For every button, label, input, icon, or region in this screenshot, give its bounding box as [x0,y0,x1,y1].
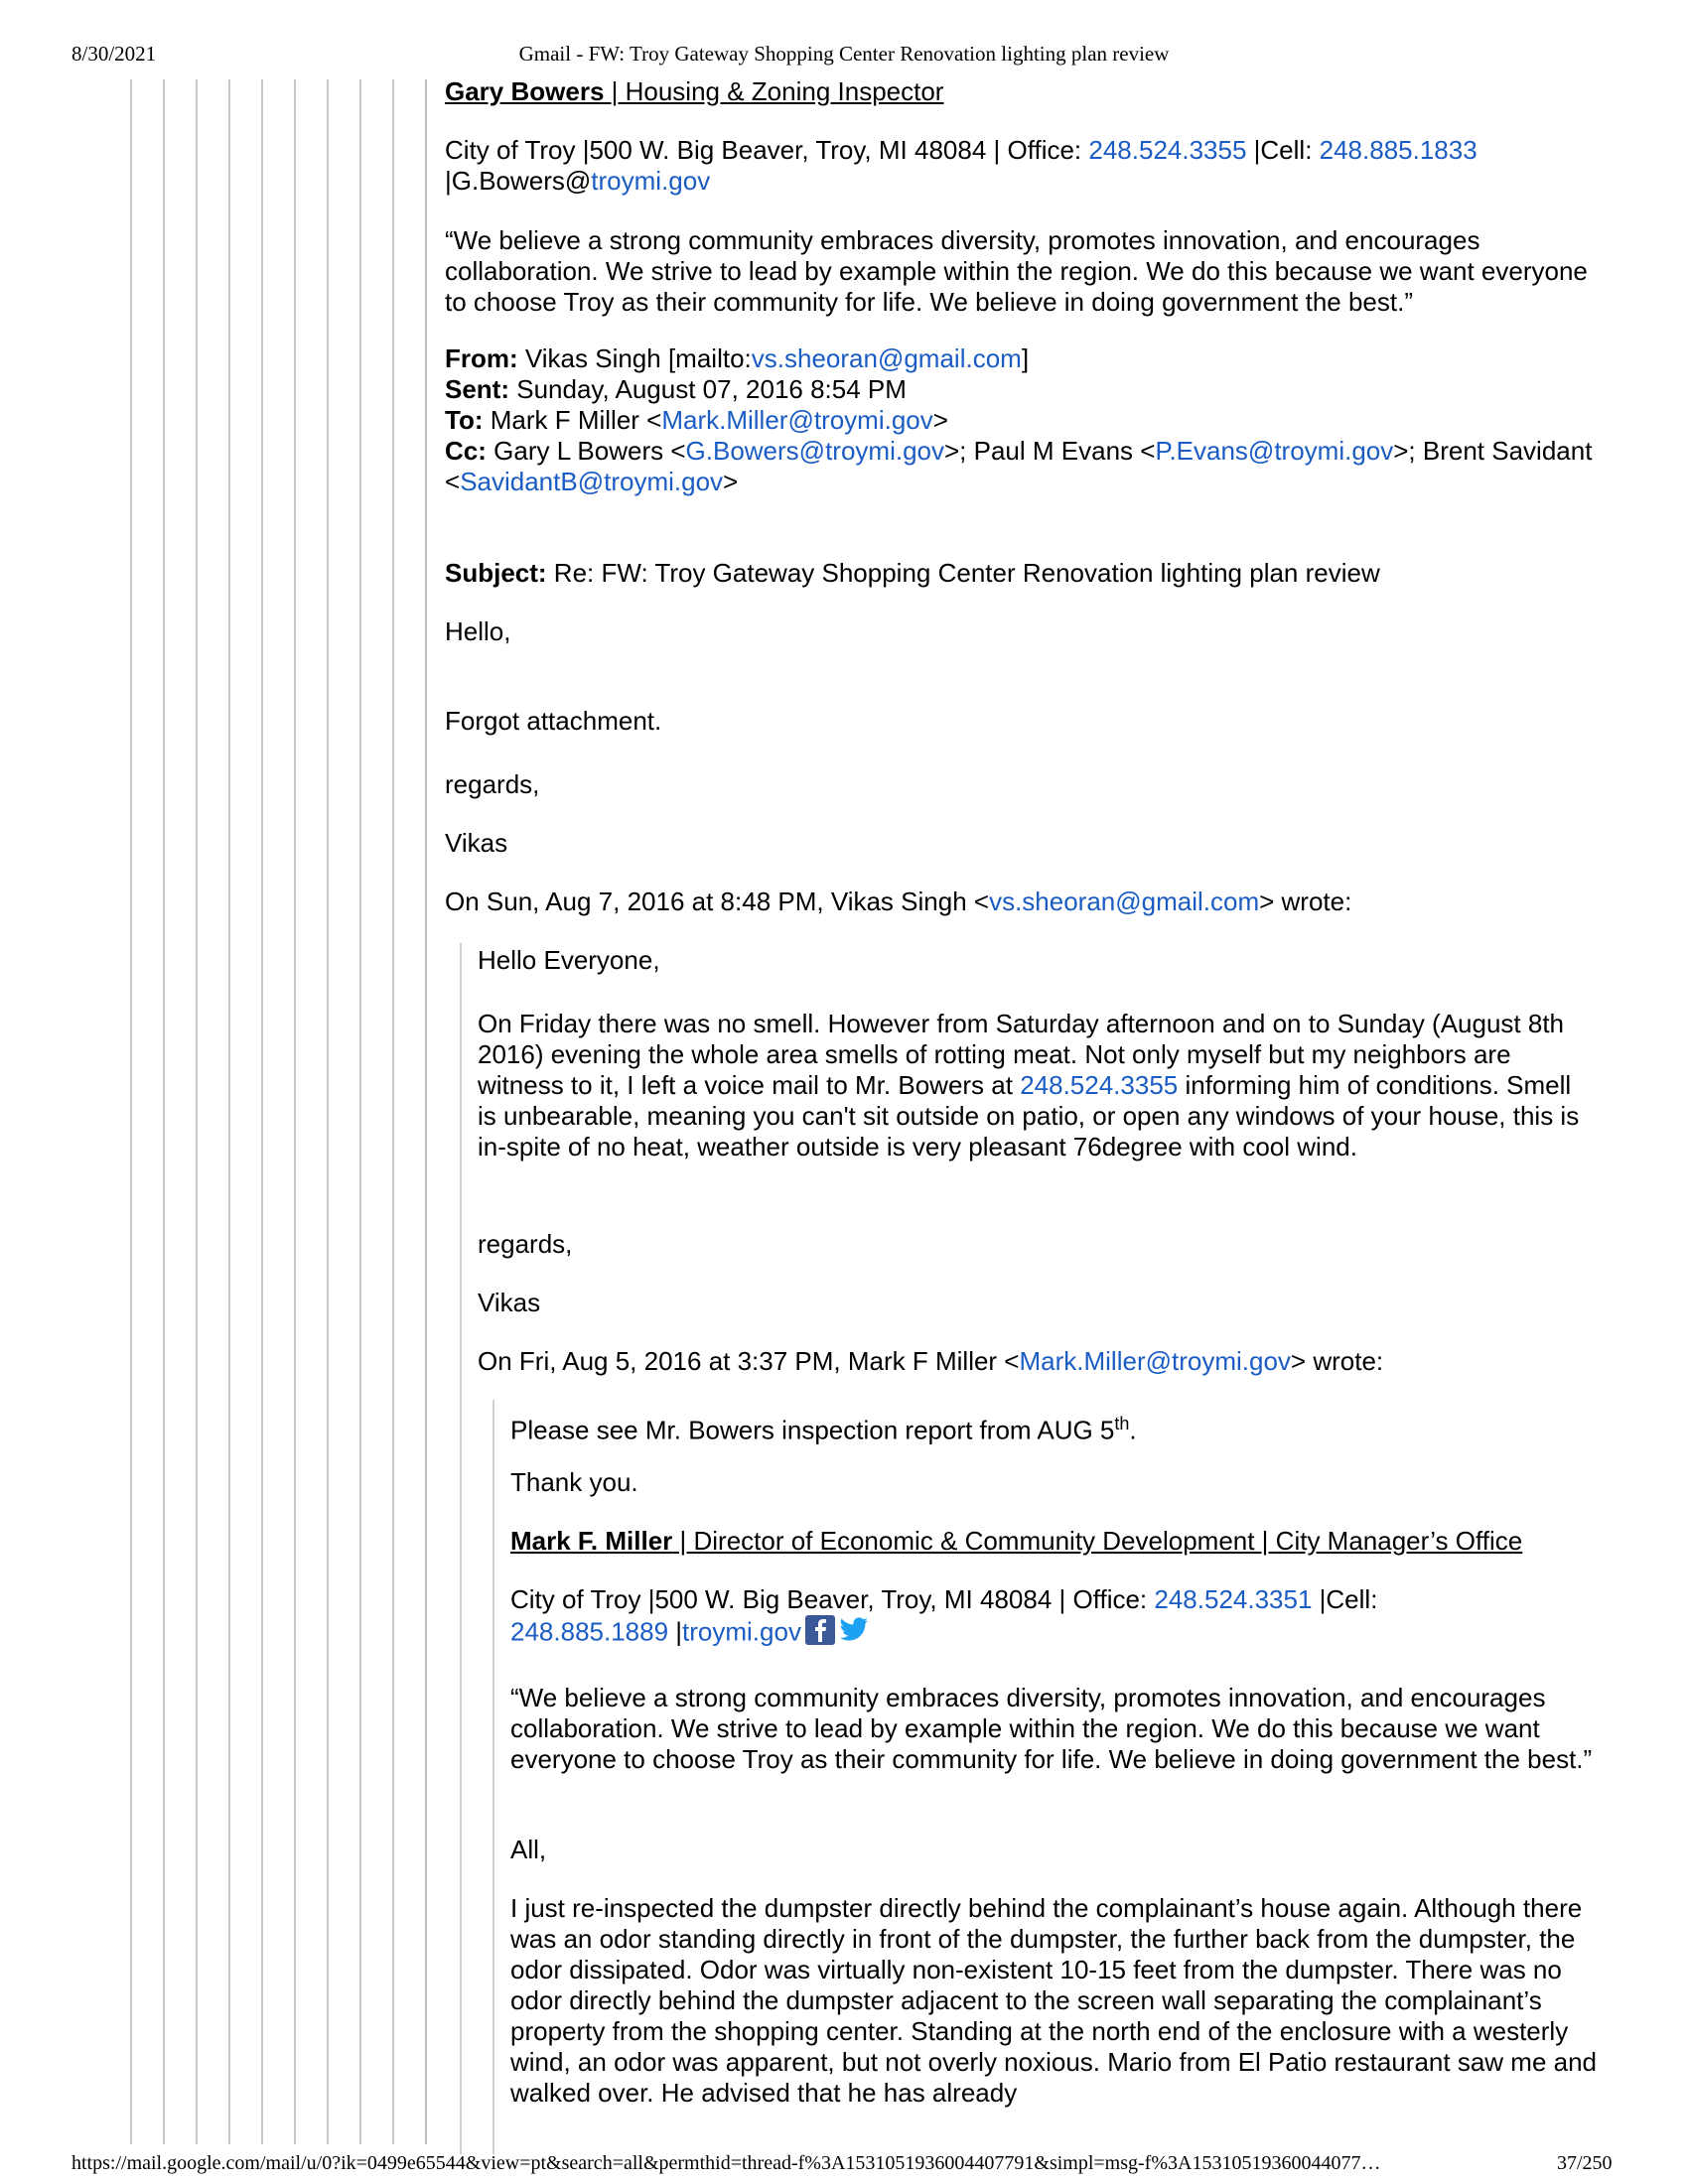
address-text: City of Troy |500 W. Big Beaver, Troy, MI 48084 | Office: [445,135,1089,165]
attribution-email-link[interactable]: vs.sheoran@gmail.com [989,887,1260,916]
signature-motto: “We believe a strong community embraces diversity, promotes innovation, and encourages collaboration. We strive to lead by example within the region. We do this because we want everyone to choose Troy as their community for life. We believe in doing government the best.” [510,1683,1593,1774]
cc-line [445,436,1597,497]
attribution-text: On Sun, Aug 7, 2016 at 8:48 PM, Vikas Singh < [445,887,990,916]
quote-attribution [445,887,1597,917]
bracket: ] [1021,343,1030,373]
greeting: Hello Everyone, [478,945,660,975]
from-name: Vikas Singh [mailto: [517,343,752,373]
signature-title: | Housing & Zoning Inspector [604,76,944,106]
subject-label: Subject: [445,558,547,588]
office-phone-link[interactable]: 248.524.3355 [1088,135,1247,165]
twitter-icon[interactable] [839,1617,869,1650]
body-paragraph: Forgot attachment. [445,706,662,736]
paragraph-text: . [1129,1415,1137,1445]
from-label: From: [445,343,518,373]
print-title: Gmail - FW: Troy Gateway Shopping Center Renovation lighting plan review [518,42,1170,66]
address-text: City of Troy |500 W. Big Beaver, Troy, MI 48084 | Office: [510,1584,1155,1614]
closing: regards, [478,1229,573,1259]
facebook-icon[interactable] [805,1615,835,1652]
cc-label: Cc: [445,436,487,466]
greeting: All, [510,1835,547,1864]
thread-rule [359,79,361,2144]
signature-name: Mark F. Miller [510,1526,673,1556]
cell-label: |Cell: [1312,1584,1378,1614]
signature-address [445,135,1597,197]
thread-rule [163,79,165,2144]
print-date: 8/30/2021 [71,42,157,66]
to-email-link[interactable]: Mark.Miller@troymi.gov [661,405,933,435]
body-paragraph [478,1009,1597,1162]
cell-phone-link[interactable]: 248.885.1833 [1319,135,1477,165]
thread-rule [228,79,230,2144]
thread-rule [425,79,427,2144]
page-number: 37/250 [1557,2152,1613,2174]
body-paragraph [510,1409,1597,1446]
cc-name: Gary L Bowers < [486,436,686,466]
sent-value: Sunday, August 07, 2016 8:54 PM [509,374,907,404]
quote-attribution [478,1346,1597,1377]
to-line [445,405,1597,436]
cc-email-link[interactable]: P.Evans@troymi.gov [1155,436,1394,466]
cc-email-link[interactable]: G.Bowers@troymi.gov [685,436,944,466]
thread-rule [130,79,132,2144]
paragraph-text: On Friday there was no smell. However from Saturday afternoon and on to Sunday (August 8th 2016) evening the whole area smells of rotting meat. Not only myself but my neighbors are witness to it, I left a voice mail to Mr. Bowers at [478,1009,1565,1100]
thread-rule [261,79,263,2144]
subject-line [445,558,1597,589]
sent-line [445,374,1597,405]
print-url: https://mail.google.com/mail/u/0?ik=0499e65544&view=pt&search=all&permthid=thread-f%3A1531051936004407791&simpl=msg-f%3A15310519360044077… [71,2152,1381,2174]
quote-bar [460,943,462,2154]
signature-address [510,1584,1597,1652]
to-name: Mark F Miller < [483,405,662,435]
attribution-email-link[interactable]: Mark.Miller@troymi.gov [1019,1346,1291,1376]
to-label: To: [445,405,484,435]
sender-name: Vikas [478,1288,541,1317]
thread-rule [392,79,394,2144]
bracket: > [723,467,739,496]
phone-link[interactable]: 248.524.3355 [1020,1070,1179,1100]
thread-rule [327,79,329,2144]
website-link[interactable]: troymi.gov [682,1616,801,1647]
signature-name-line [510,1526,1597,1557]
signature-motto: “We believe a strong community embraces diversity, promotes innovation, and encourages collaboration. We strive to lead by example within the region. We do this because we want everyone to choose Troy as their community for life. We believe in doing government the best.” [445,225,1588,317]
paragraph-text: informing him of conditions. Smell is unbearable, meaning you can't sit outside on patio, or open any windows of your house, this is in-spite of no heat, weather outside is very pleasant 76degree with cool wind. [478,1070,1580,1161]
signature-name-line [445,76,1597,107]
from-line [445,343,1597,374]
cc-email-link[interactable]: SavidantB@troymi.gov [460,467,724,496]
domain-link[interactable]: troymi.gov [591,166,711,196]
office-phone-link[interactable]: 248.524.3351 [1154,1584,1313,1614]
cc-name: >; Brent Savidant < [445,436,1593,496]
inspection-report: I just re-inspected the dumpster directly behind the complainant’s house again. Although there was an odor standing directly in front of the dumpster, the further back from the dumpster, the odor dissipated. Odor was virtually non-existent 10-15 feet from the dumpster. There was no odor directly behind the dumpster adjacent to the screen wall separating the complainant’s property from the shopping center. Standing at the north end of the enclosure with a westerly wind, an odor was apparent, but not overly noxious. Mario from El Patio restaurant saw me and walked over. He advised that he has already [510,1893,1598,2108]
bracket: > [932,405,948,435]
cc-name: >; Paul M Evans < [944,436,1156,466]
signature-name: Gary Bowers [445,76,605,106]
from-email-link[interactable]: vs.sheoran@gmail.com [751,343,1022,373]
ordinal-suffix: th [1114,1414,1130,1433]
email-prefix: |G.Bowers@ [445,166,592,196]
separator: | [668,1616,683,1647]
attribution-text: On Fri, Aug 5, 2016 at 3:37 PM, Mark F Miller < [478,1346,1020,1376]
closing: regards, [445,769,540,799]
thanks-line: Thank you. [510,1467,638,1497]
sender-name: Vikas [445,828,508,858]
thread-rule [294,79,296,2144]
thread-rule [196,79,198,2144]
cell-phone-link[interactable]: 248.885.1889 [510,1616,669,1647]
sent-label: Sent: [445,374,509,404]
attribution-text: > wrote: [1290,1346,1384,1376]
greeting: Hello, [445,616,511,646]
subject-value: Re: FW: Troy Gateway Shopping Center Renovation lighting plan review [546,558,1380,588]
attribution-text: > wrote: [1259,887,1352,916]
message-header [445,343,1597,497]
paragraph-text: Please see Mr. Bowers inspection report from AUG 5 [510,1415,1115,1445]
cell-label: |Cell: [1246,135,1320,165]
signature-title: | Director of Economic & Community Development | City Manager’s Office [672,1526,1523,1556]
quote-bar [492,1400,494,2154]
